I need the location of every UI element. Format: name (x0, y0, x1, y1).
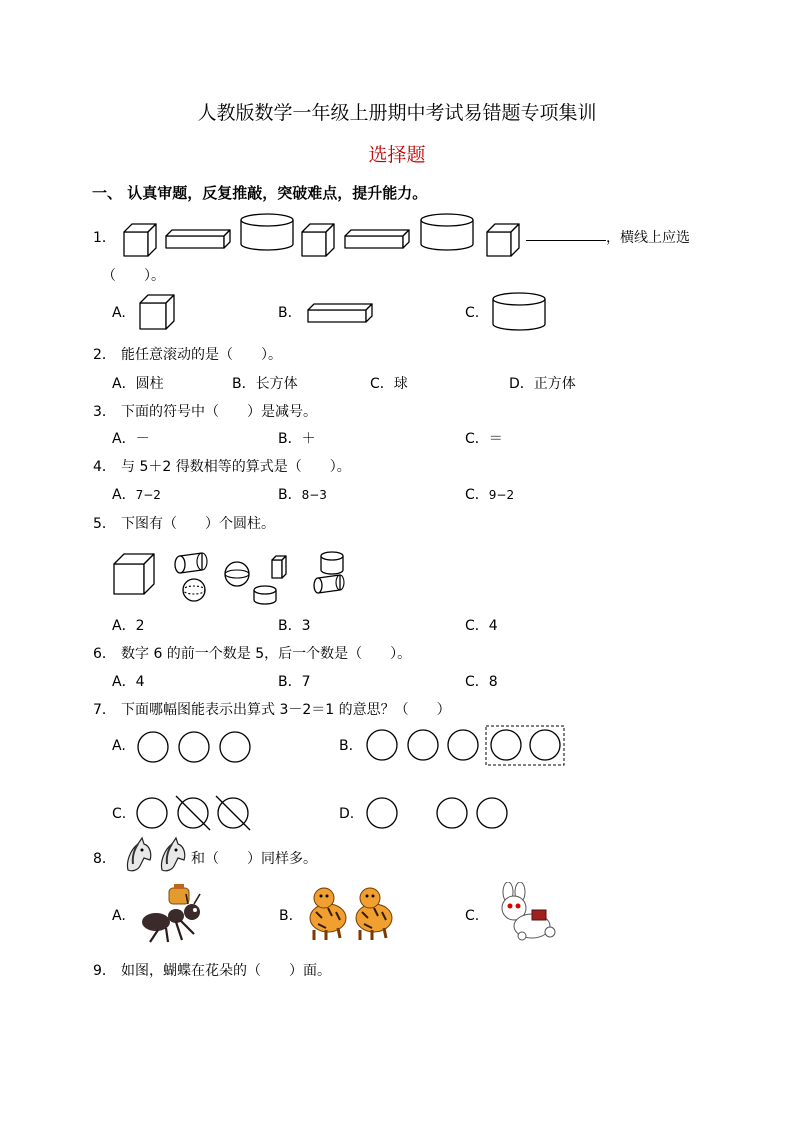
q1-option-a-cube (138, 293, 178, 335)
q8-option-a[interactable]: A. (112, 908, 126, 924)
question-6-number: 6． (93, 646, 116, 662)
q7-option-b[interactable]: B. (339, 738, 354, 754)
cylinder-shape (175, 553, 207, 573)
question-8-text: 和（ ）同样多。 (191, 851, 317, 867)
cylinder-shape (421, 214, 473, 250)
question-5-text: 下图有（ ）个圆柱。 (121, 516, 275, 532)
sphere-shape (183, 579, 205, 601)
q4-option-c-expression: 9−2 (488, 488, 515, 502)
question-2-number: 2． (93, 347, 116, 363)
q7-option-d-circles (364, 796, 514, 832)
question-7-number: 7． (93, 702, 116, 718)
q4-option-b-expression: 8−3 (301, 488, 327, 502)
q2-option-b[interactable]: B．长方体 (232, 376, 298, 392)
cylinder-shape (314, 575, 344, 593)
q1-option-b[interactable]: B. (278, 305, 293, 321)
q5-solid-figures (110, 548, 360, 608)
q8-option-c[interactable]: C. (465, 908, 480, 924)
question-3-number: 3． (93, 404, 116, 420)
q5-option-c[interactable]: C．4 (465, 618, 498, 634)
two-tigers-illustration (306, 884, 398, 942)
sphere-shape (225, 562, 249, 586)
q6-option-b[interactable]: B．7 (278, 674, 311, 690)
q4-option-a[interactable] (112, 484, 161, 504)
question-9-number: 9． (93, 963, 116, 979)
question-1-number: 1． (93, 230, 116, 246)
q4-option-c[interactable] (465, 484, 514, 504)
question-5-number: 5． (93, 516, 116, 532)
question-8-number: 8． (93, 851, 116, 867)
q4-option-b[interactable] (278, 484, 327, 504)
cylinder-shape (321, 552, 343, 574)
question-9-text: 如图，蝴蝶在花朵的（ ）面。 (121, 963, 331, 979)
tiger-icon (310, 888, 346, 940)
q1-shape-sequence (118, 210, 538, 260)
rabbit-illustration (492, 882, 558, 942)
q4-option-c-label: C． (465, 487, 489, 503)
basket-icon (532, 910, 546, 920)
question-3-text: 下面的符号中（ ）是减号。 (121, 404, 317, 420)
q7-option-b-circles (362, 724, 572, 768)
q2-option-a[interactable]: A．圆柱 (112, 376, 164, 392)
q1-option-b-cuboid (306, 302, 376, 326)
q8-option-b[interactable]: B. (279, 908, 294, 924)
ant-carrying-illustration (138, 882, 210, 944)
q5-option-b[interactable]: B．3 (278, 618, 311, 634)
q5-option-a[interactable]: A．2 (112, 618, 145, 634)
question-1-text-cont: （ ）。 (102, 268, 165, 284)
question-7-text: 下面哪幅图能表示出算式 3－2＝1 的意思？（ ） (121, 702, 451, 718)
horse-head-icon (127, 838, 150, 871)
question-2-text: 能任意滚动的是（ ）。 (121, 347, 282, 363)
q7-option-d[interactable]: D. (339, 806, 355, 822)
q7-option-a-circles (136, 730, 256, 764)
cube-shape (487, 224, 519, 256)
q4-option-a-expression: 7−2 (135, 488, 161, 502)
tiger-icon (356, 888, 392, 940)
q1-option-a[interactable]: A. (112, 305, 126, 321)
answer-blank-line[interactable] (526, 240, 606, 241)
cylinder-shape (241, 214, 293, 250)
page-subtitle: 选择题 (368, 144, 426, 166)
q3-option-a[interactable]: A．－ (112, 431, 150, 447)
q6-option-c[interactable]: C．8 (465, 674, 498, 690)
q7-option-c-circles (133, 794, 258, 834)
q1-option-c-cylinder (490, 292, 550, 334)
q4-option-b-label: B． (278, 487, 302, 503)
section-heading: 一、 认真审题，反复推敲，突破难点，提升能力。 (92, 184, 428, 202)
question-6-text: 数字 6 的前一个数是 5，后一个数是（ ）。 (121, 646, 412, 662)
q3-option-c[interactable]: C．＝ (465, 431, 503, 447)
two-horses-illustration (120, 836, 190, 876)
question-4-text: 与 5＋2 得数相等的算式是（ ）。 (121, 459, 351, 475)
cube-shape (124, 224, 156, 256)
q1-option-c[interactable]: C. (465, 305, 480, 321)
q6-option-a[interactable]: A．4 (112, 674, 145, 690)
question-1-text: ，横线上应选 (606, 230, 690, 246)
cylinder-shape (254, 586, 276, 604)
cuboid-shape (345, 230, 409, 248)
page-title: 人教版数学一年级上册期中考试易错题专项集训 (197, 102, 597, 124)
cuboid-shape (272, 556, 286, 578)
cuboid-shape (166, 230, 230, 248)
rabbit-icon (502, 882, 555, 940)
q3-option-b[interactable]: B．＋ (278, 431, 316, 447)
q2-option-c[interactable]: C．球 (370, 376, 408, 392)
cube-shape (114, 554, 154, 594)
q7-option-c[interactable]: C. (112, 806, 127, 822)
q2-option-d[interactable]: D．正方体 (509, 376, 576, 392)
q7-option-a[interactable]: A. (112, 738, 126, 754)
cube-shape (302, 224, 334, 256)
q4-option-a-label: A． (112, 487, 136, 503)
question-4-number: 4． (93, 459, 116, 475)
horse-head-icon (161, 838, 184, 871)
